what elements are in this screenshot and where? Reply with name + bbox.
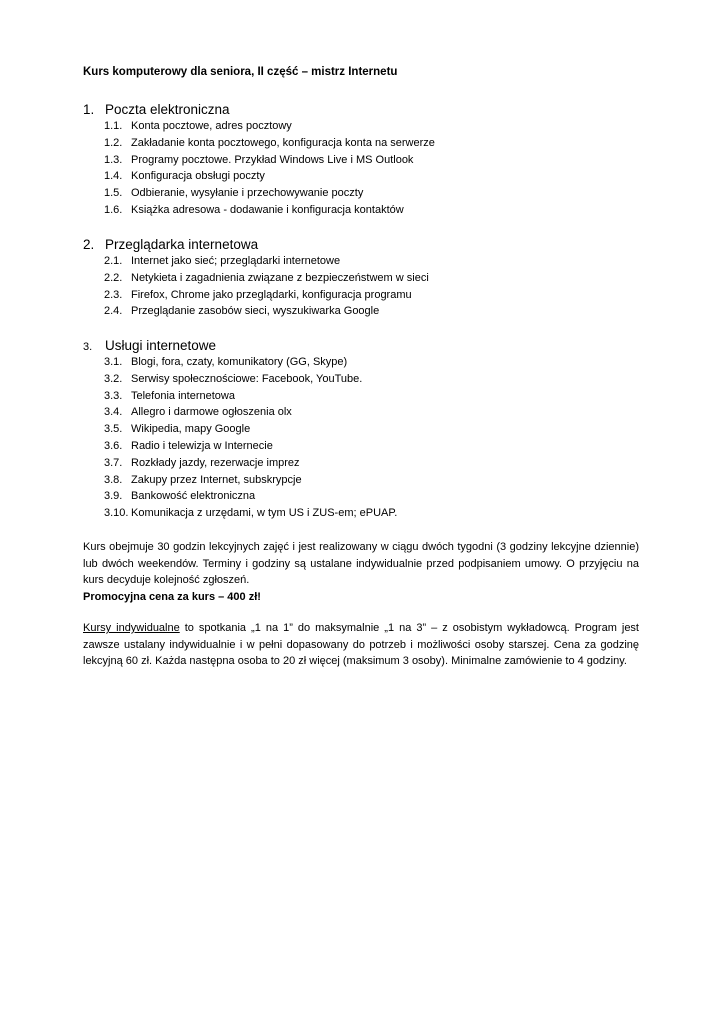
list-item (83, 423, 639, 440)
item-label: Konta pocztowe, adres pocztowy (131, 120, 292, 132)
individual-courses-link[interactable]: Kursy indywidualne (83, 622, 180, 634)
individual-courses-text (83, 620, 639, 670)
list-item (83, 440, 639, 457)
document-title: Kurs komputerowy dla seniora, II część – mistrz Internetu (83, 66, 398, 78)
item-label: Blogi, fora, czaty, komunikatory (GG, Skype) (131, 356, 348, 368)
list-item (83, 289, 639, 306)
item-label: Komunikacja z urzędami, w tym US i ZUS-em; ePUAP. (131, 507, 398, 520)
item-label: Telefonia internetowa (131, 389, 235, 402)
section-label: Poczta elektroniczna (105, 102, 230, 117)
promo-price: Promocyjna cena za kurs – 400 zł! (83, 590, 261, 603)
section-przegladarka (83, 237, 639, 322)
item-number: 3.3. (104, 389, 123, 402)
item-number: 3.8. (104, 473, 123, 486)
individual-courses-block (83, 620, 639, 670)
section-number: 2. (83, 237, 95, 252)
item-number: 1.6. (104, 203, 123, 216)
section-poczta (83, 102, 639, 221)
section-label: Przeglądarka internetowa (105, 237, 259, 252)
section-items (83, 356, 639, 524)
item-number: 3.5. (104, 423, 123, 436)
individual-courses-description: to spotkania „1 na 1” do maksymalnie „1 na 3” – z osobistym wykładowcą. Program jest zawsze ustalany indywidualnie i w pełni dopasowany do potrzeb i możliwości osoby starszej. Cena za godzinę lekcyjną 60 zł. Każda następna osoba to 20 zł więcej (maksimum 3 osoby). Minimalne zamówienie to 4 godziny. (83, 622, 639, 667)
item-label: Firefox, Chrome jako przeglądarki, konfiguracja programu (131, 288, 412, 301)
list-item (83, 474, 639, 491)
list-item (83, 272, 639, 289)
section-items (83, 120, 639, 221)
list-item (83, 490, 639, 507)
item-label: Radio i telewizja w Internecie (131, 439, 273, 452)
section-heading (83, 338, 639, 356)
list-item (83, 373, 639, 390)
item-number: 3.2. (104, 372, 123, 385)
item-number: 3.10. (104, 507, 129, 520)
item-label: Książka adresowa - dodawanie i konfiguracja kontaktów (131, 203, 404, 216)
item-number: 2.3. (104, 288, 123, 301)
list-item (83, 154, 639, 171)
item-number: 1.5. (104, 187, 123, 200)
list-item (83, 406, 639, 423)
section-uslugi (83, 338, 639, 524)
item-number: 1.4. (104, 170, 123, 183)
list-item (83, 204, 639, 221)
list-item (83, 305, 639, 322)
section-label: Usługi internetowe (105, 338, 217, 353)
item-label: Internet jako sieć; przeglądarki internetowe (131, 255, 341, 267)
item-number: 1.2. (104, 136, 123, 149)
item-label: Przeglądanie zasobów sieci, wyszukiwarka Google (131, 305, 380, 318)
item-label: Rozkłady jazdy, rezerwacje imprez (131, 456, 300, 469)
course-info-block (83, 539, 639, 605)
item-label: Allegro i darmowe ogłoszenia olx (131, 406, 292, 419)
item-label: Zakupy przez Internet, subskrypcje (131, 473, 302, 486)
item-number: 2.1. (104, 255, 123, 267)
item-label: Odbieranie, wysyłanie i przechowywanie poczty (131, 187, 364, 200)
item-number: 3.7. (104, 456, 123, 469)
list-item (83, 457, 639, 474)
item-number: 3.9. (104, 490, 123, 503)
section-heading (83, 237, 639, 255)
list-item (83, 356, 639, 373)
item-number: 3.6. (104, 439, 123, 452)
section-heading (83, 102, 639, 120)
item-label: Wikipedia, mapy Google (131, 423, 251, 436)
item-label: Bankowość elektroniczna (131, 490, 256, 503)
section-items (83, 255, 639, 322)
list-item (83, 120, 639, 137)
item-label: Programy pocztowe. Przykład Windows Live i MS Outlook (131, 153, 414, 166)
list-item (83, 507, 639, 524)
item-label: Serwisy społecznościowe: Facebook, YouTube. (131, 372, 363, 385)
item-label: Konfiguracja obsługi poczty (131, 170, 265, 183)
section-number: 3. (83, 341, 93, 353)
list-item (83, 255, 639, 272)
list-item (83, 137, 639, 154)
item-number: 2.2. (104, 271, 123, 284)
item-number: 3.4. (104, 406, 123, 419)
item-number: 1.3. (104, 153, 123, 166)
item-label: Zakładanie konta pocztowego, konfiguracja konta na serwerze (131, 136, 435, 149)
item-number: 3.1. (104, 356, 123, 368)
item-number: 2.4. (104, 305, 123, 318)
item-number: 1.1. (104, 120, 123, 132)
item-label: Netykieta i zagadnienia związane z bezpieczeństwem w sieci (131, 271, 429, 284)
course-info-text: Kurs obejmuje 30 godzin lekcyjnych zajęć i jest realizowany w ciągu dwóch tygodni (3 godziny lekcyjne dziennie) lub dwóch weekendów. Terminy i godziny są ustalane indywidualnie przed podpisaniem umowy. O przyjęciu na kurs decyduje kolejność zgłoszeń. (83, 541, 639, 586)
list-item (83, 170, 639, 187)
section-number: 1. (83, 102, 95, 117)
list-item (83, 390, 639, 407)
list-item (83, 187, 639, 204)
